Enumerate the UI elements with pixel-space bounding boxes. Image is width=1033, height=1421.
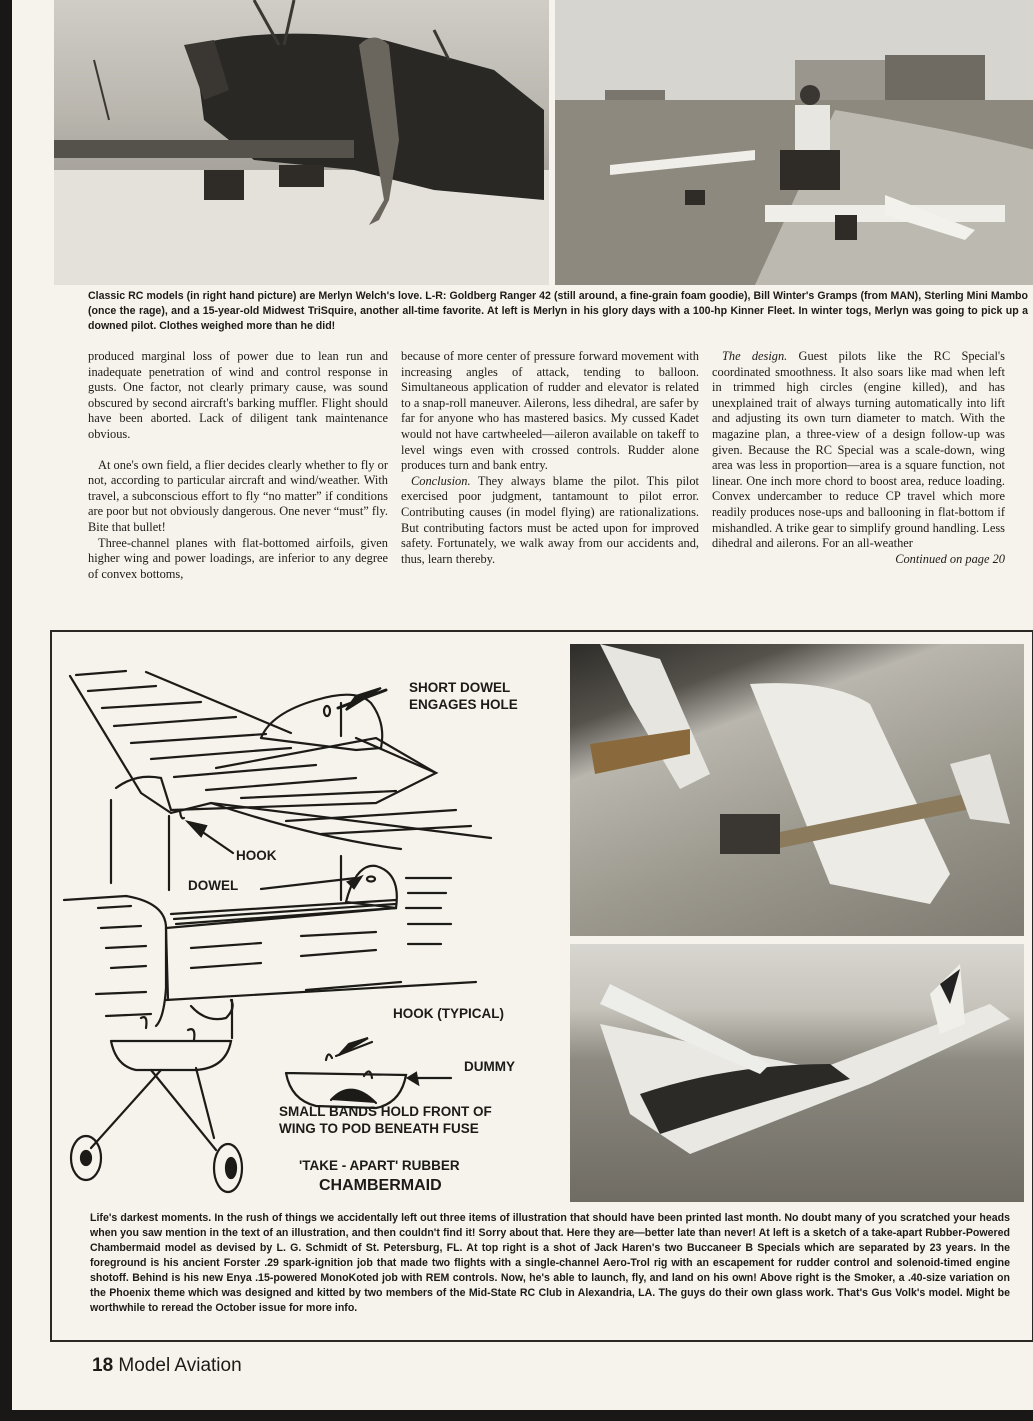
photo-smoker-model [570, 944, 1024, 1202]
buccaneer-photo-icon [570, 644, 1024, 936]
bottom-box-caption: Life's darkest moments. In the rush of things we accidentally left out three items of illustration that should have been printed last month. No doubt many of you scratched your heads when you saw mention in the text of an illustration, and then couldn't find it! Sorry about that. Here they are—better late than never! At left is a sketch of a take-apart Rubber-Powered Chambermaid model as devised by L. G. Schmidt of St. Petersburg, FL. At top right is a shot of Jack Haren's two Buccaneer B Specials which are separated by 23 years. In the foreground is his ancient Forster .29 spark-ignition job that made two flights with a single-channel Aero-Trol rig with an escapement for rudder control and solenoid-timed engine shotoff. Behind is his new Enya .15-powered MonoKoted job with REM controls. Now, he's able to launch, fly, and land on his own! Above right is the Smoker, a .40-size variation on the Phoenix theme which was designed and kitted by two members of the Mid-State RC Club in Alexandria, LA. The guys do their own glass work. That's Gus Volk's model. Might be worthwhile to reread the October issue for more info. [90, 1212, 1010, 1314]
paragraph-body: They always blame the pilot. This pilot exercised poor judgment, tantamount to pilot error. Contributing causes (in model flying) are rationalizations. But contributing factors must be acted upon for improved safety. Fortunately, we walk away from our accidents and, thus, learn thereby. [401, 473, 700, 566]
photo-classic-rc-models [555, 0, 1033, 285]
photo-biplane-pilot [54, 0, 549, 285]
scan-edge [0, 1410, 1033, 1421]
paragraph [401, 474, 699, 568]
paragraph: produced marginal loss of power due to lean run and inadequate penetration of wind and control response in gusts. One factor, not clearly primary cause, was sound obscured by second aircraft's barking muffler. Flight should have been aborted. Lack of diligent tank maintenance obvious. [88, 349, 388, 441]
label-hook: HOOK [236, 848, 277, 863]
photo-buccaneer-specials [570, 644, 1024, 936]
label-hook-typical: HOOK (TYPICAL) [393, 1006, 504, 1021]
rc-models-photo-icon [555, 0, 1033, 285]
page-footer [92, 1355, 242, 1377]
diagram-title-line-2: CHAMBERMAID [319, 1177, 442, 1194]
illustration-box [50, 630, 1033, 1342]
paragraph: because of more center of pressure forward movement with increasing angles of attack, tending to balloon. Simultaneous application of rudder and elevator is related to a snap-roll maneuver. Ailerons, less dihedral, are safer by far for anyone who has mastered basics. My cussed Kadet would not have cartwheeled—aileron available on takeff to level wings even with crossed controls. Rudder alone produces turn and bank entry. [401, 349, 699, 473]
top-photo-caption: Classic RC models (in right hand picture) are Merlyn Welch's love. L-R: Goldberg Ranger 42 (still around, a fine-grain foam goodie), Bill Winter's Gramps (from MAN), Sterling Mini Mambo (once the rage), and a 15-year-old Midwest TriSquire, another all-time favorite. At left is Merlyn in his glory days with a 100-hp Kinner Fleet. In winter togs, Merlyn was going to pick up a downed pilot. Clothes weighed more than he did! [88, 290, 1028, 332]
paragraph [712, 349, 1005, 552]
label-dowel: DOWEL [188, 878, 239, 893]
label-bands-line-2: WING TO POD BENEATH FUSE [279, 1121, 479, 1136]
chambermaid-diagram [56, 638, 561, 1206]
article-column-1 [88, 349, 388, 582]
label-short-dowel: SHORT DOWEL [409, 680, 511, 695]
label-bands-line-1: SMALL BANDS HOLD FRONT OF [279, 1104, 492, 1119]
section-heading-conclusion: Conclusion. [411, 473, 471, 488]
biplane-photo-icon [54, 0, 549, 285]
article-column-2 [401, 349, 699, 567]
paragraph: At one's own field, a flier decides clearly whether to fly or not, according to particular aircraft and wind/weather. With travel, a subconscious effort to fly “no matter” if conditions are poor but not obviously dangerous. One never “must” fly. Bite that bullet! [88, 457, 388, 534]
section-heading-design: The design. [722, 349, 788, 363]
diagram-title-line-1: 'TAKE - APART' RUBBER [299, 1158, 460, 1173]
paragraph: Three-channel planes with flat-bottomed airfoils, given higher wing and power loadings, are inferior to any degree of convex bottoms, [88, 535, 388, 581]
continued-on-link[interactable]: Continued on page 20 [895, 551, 1005, 566]
label-engages-hole: ENGAGES HOLE [409, 697, 518, 712]
page-number: 18 [92, 1355, 114, 1376]
article-column-3 [712, 349, 1005, 567]
magazine-name: Model Aviation [118, 1355, 242, 1376]
paragraph-body: Guest pilots like the RC Special's coordinated smoothness. It also soars like mad when left in trimmed high circles (engine killed), and has unexplained trait of always turning automatically into lift and adjusting its own turn diameter to match. With the magazine plan, a three-view of a design follow-up was given. Because the RC Special was a scale-down, wing area was less in proportion—area is a square function, not linear. One inch more chord to boost area, reduce loading. Convex undercamber to reduce CP travel which more readily produces nose-ups and ballooning in flat-bottom if mishandled. A trike gear to simplify ground handling. Less dihedral and ailerons. For an all-weather [712, 349, 1005, 551]
label-dummy: DUMMY [464, 1059, 515, 1074]
smoker-photo-icon [570, 944, 1024, 1202]
